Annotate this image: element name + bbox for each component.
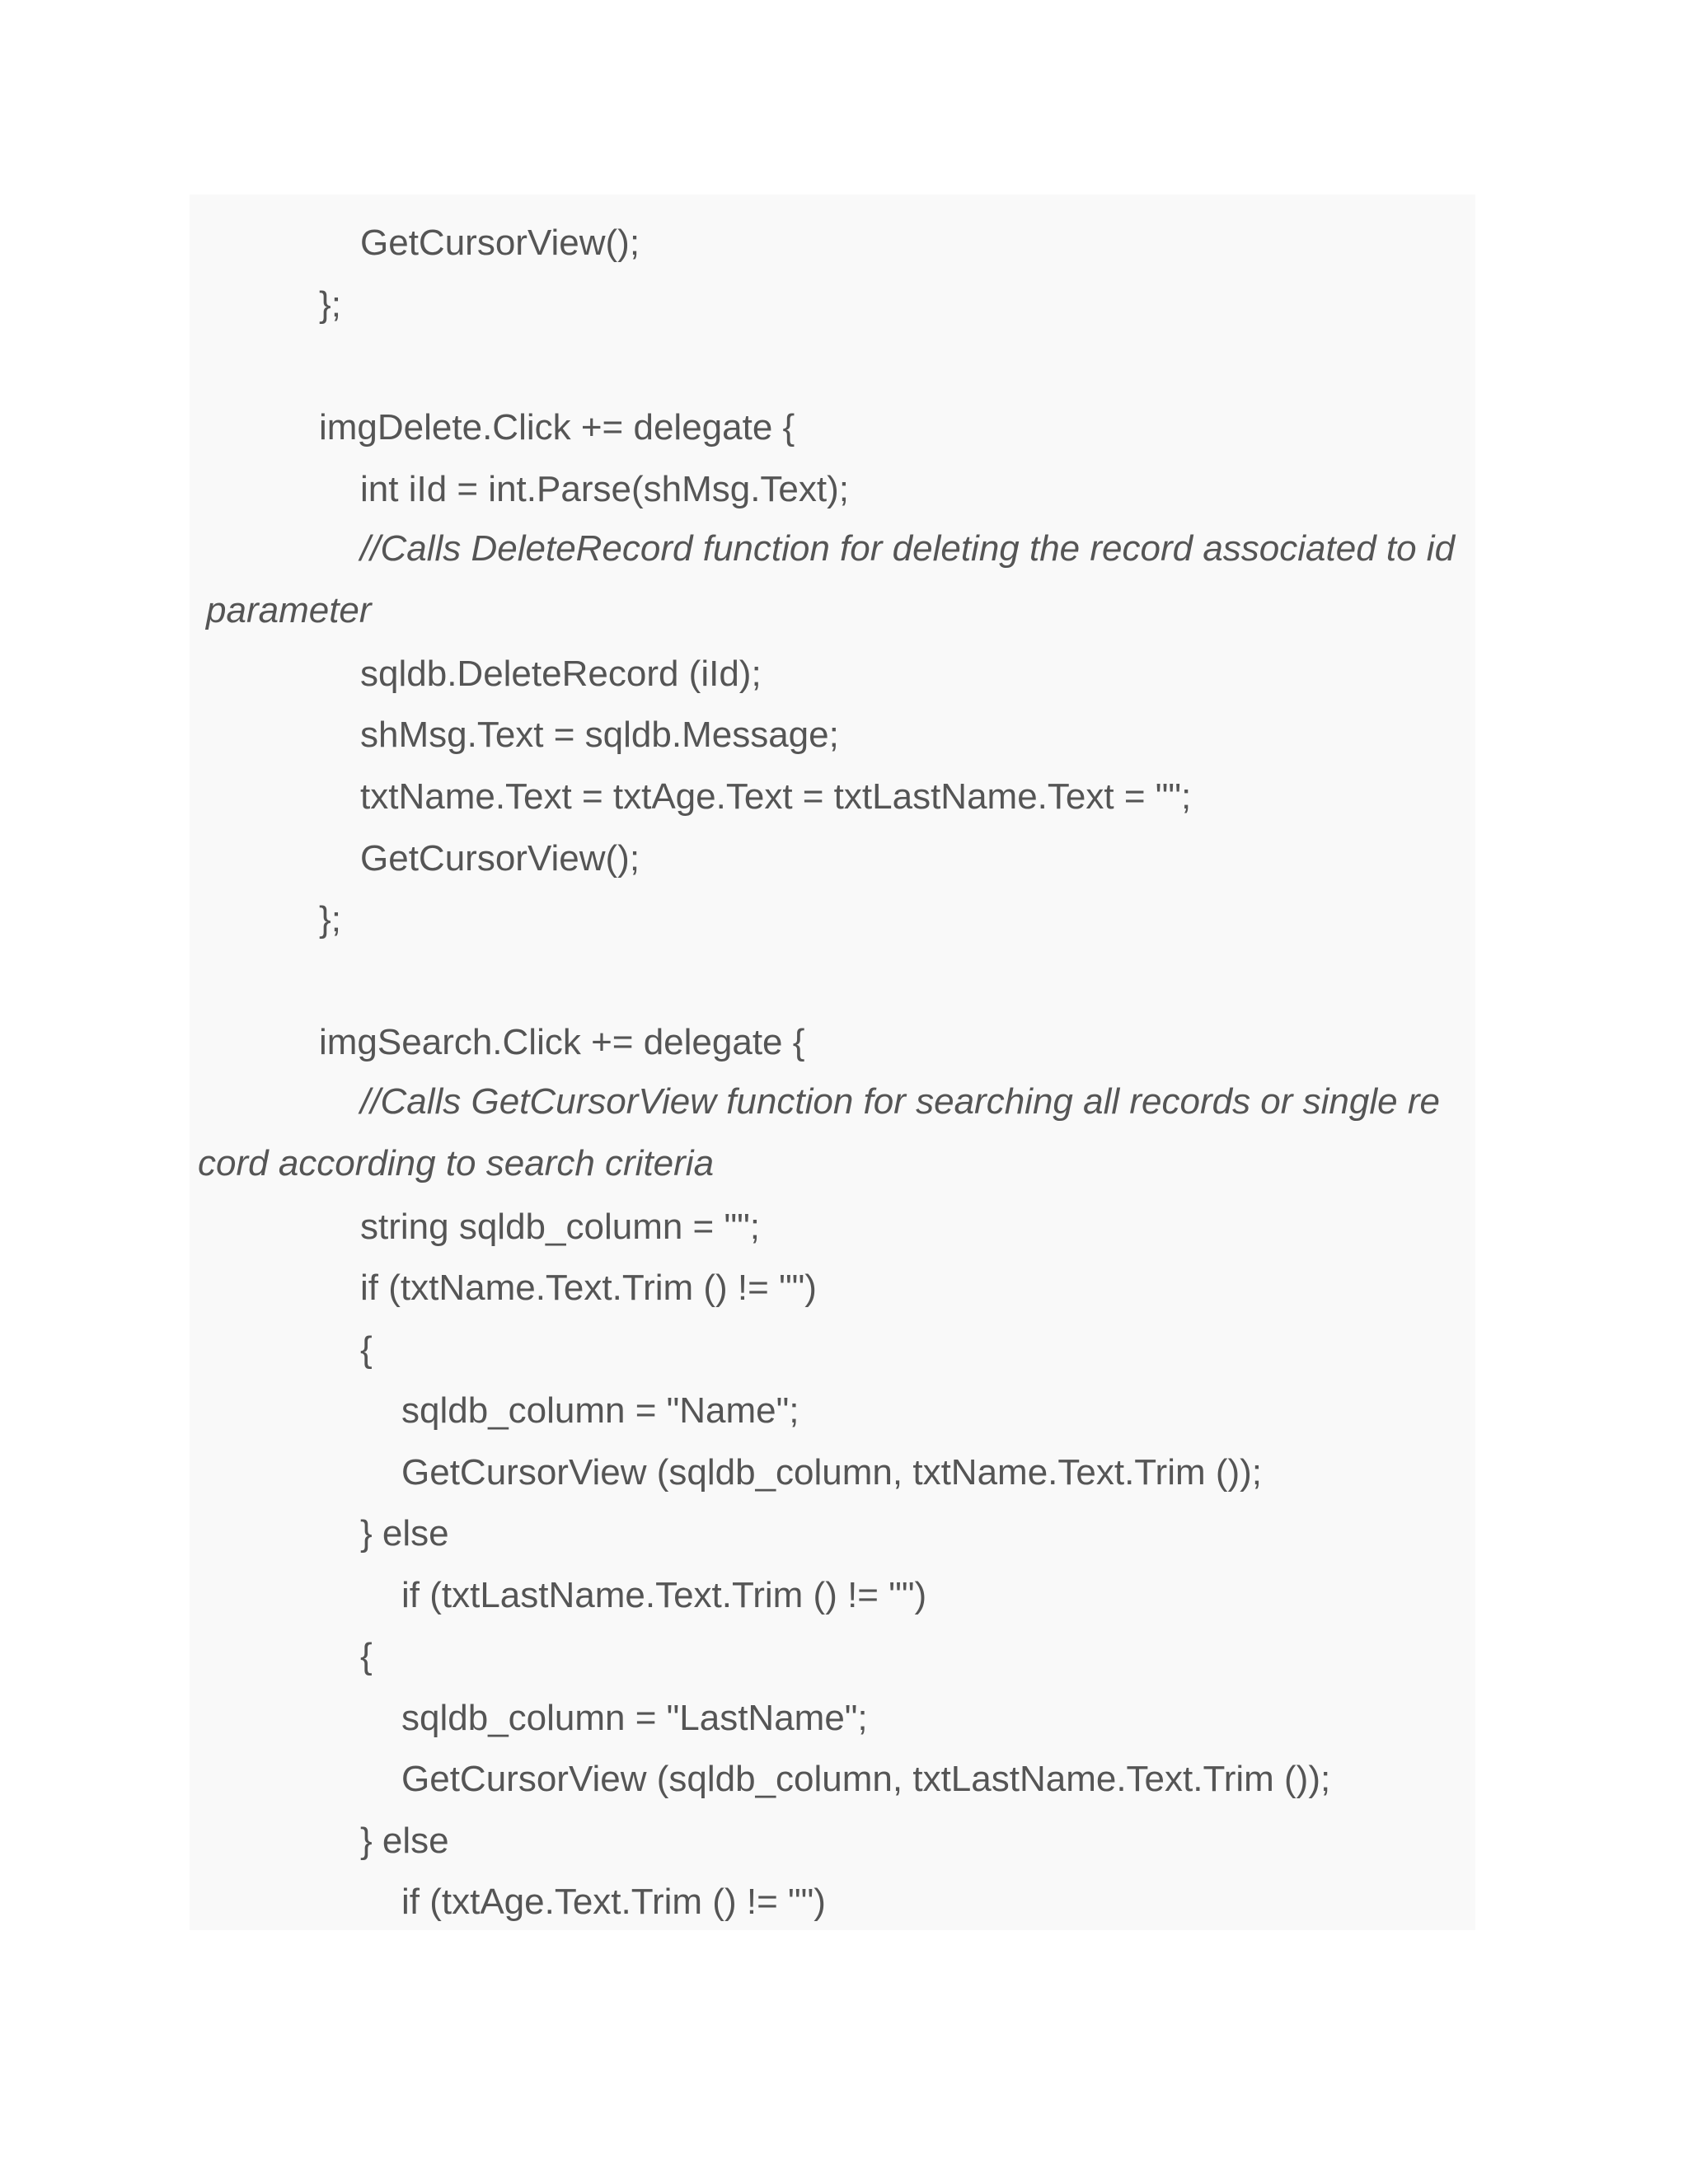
- code-line: if (txtLastName.Text.Trim () != ""): [401, 1575, 927, 1615]
- code-line: } else: [360, 1513, 449, 1554]
- code-line: txtName.Text = txtAge.Text = txtLastName.Text = "";: [360, 776, 1192, 817]
- code-line: GetCursorView (sqldb_column, txtName.Text.Trim ());: [401, 1452, 1263, 1493]
- code-line: GetCursorView();: [360, 223, 640, 263]
- code-line: {: [360, 1636, 373, 1676]
- code-line: {: [360, 1329, 373, 1370]
- code-line: sqldb_column = "Name";: [401, 1390, 799, 1431]
- code-comment: //Calls DeleteRecord function for deleting the record associated to id: [360, 528, 1456, 569]
- code-line: imgDelete.Click += delegate {: [319, 407, 795, 448]
- code-line: GetCursorView();: [360, 838, 640, 879]
- code-line: } else: [360, 1821, 449, 1861]
- code-comment: //Calls GetCursorView function for searching all records or single re: [360, 1081, 1440, 1122]
- code-line: };: [319, 284, 341, 325]
- code-comment: parameter: [206, 590, 372, 630]
- code-line: if (txtAge.Text.Trim () != ""): [401, 1882, 826, 1922]
- code-line: GetCursorView (sqldb_column, txtLastName.Text.Trim ());: [401, 1759, 1331, 1799]
- code-line: sqldb.DeleteRecord (iId);: [360, 654, 762, 694]
- code-line: shMsg.Text = sqldb.Message;: [360, 715, 839, 755]
- code-line: sqldb_column = "LastName";: [401, 1698, 868, 1738]
- code-line: int iId = int.Parse(shMsg.Text);: [360, 469, 849, 509]
- code-line: };: [319, 899, 341, 940]
- code-line: if (txtName.Text.Trim () != ""): [360, 1268, 817, 1308]
- code-comment: cord according to search criteria: [198, 1143, 715, 1183]
- code-line: string sqldb_column = "";: [360, 1207, 760, 1247]
- code-line: imgSearch.Click += delegate {: [319, 1022, 805, 1062]
